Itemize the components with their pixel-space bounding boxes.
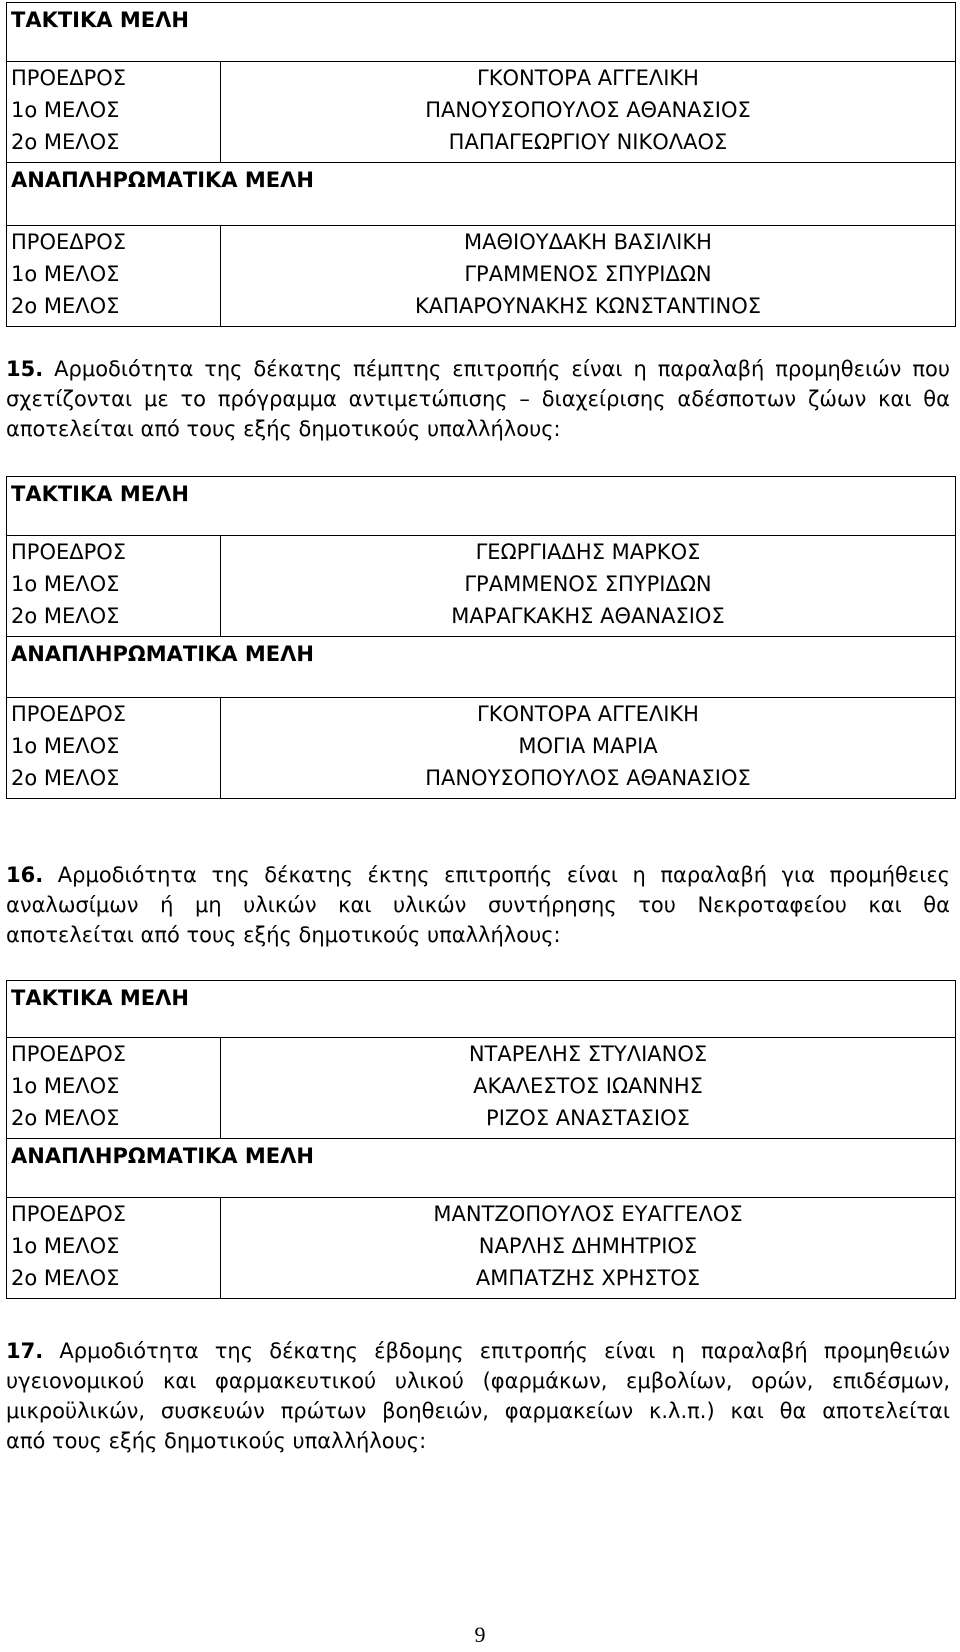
member-name: ΠΑΝΟΥΣΟΠΟΥΛΟΣ ΑΘΑΝΑΣΙΟΣ [425,98,751,122]
member-name: ΝΑΡΛΗΣ ΔΗΜΗΤΡΙΟΣ [478,1234,698,1258]
member-name: ΜΟΓΙΑ ΜΑΡΙΑ [518,734,658,758]
role-president: ΠΡΟΕΔΡΟΣ [11,540,127,564]
role-member-2: 2ο ΜΕΛΟΣ [11,604,120,628]
member-name: ΝΤΑΡΕΛΗΣ ΣΤΥΛΙΑΝΟΣ [468,1042,708,1066]
alternate-names-cell [221,1198,956,1299]
paragraph-number: 16. [6,863,44,887]
paragraph-15 [6,354,950,444]
role-member-2: 2ο ΜΕΛΟΣ [11,130,120,154]
role-member-2: 2ο ΜΕΛΟΣ [11,294,120,318]
committee-table-3 [6,980,956,1299]
regular-members-heading [7,477,956,536]
member-name: ΜΑΘΙΟΥΔΑΚΗ ΒΑΣΙΛΙΚΗ [464,230,712,254]
paragraph-line: αποτελείται από τους εξής δημοτικούς υπαλλήλους: [6,417,561,441]
role-president: ΠΡΟΕΔΡΟΣ [11,1202,127,1226]
alternate-members-label: ΑΝΑΠΛΗΡΩΜΑΤΙΚΑ ΜΕΛΗ [11,168,314,192]
member-name: ΡΙΖΟΣ ΑΝΑΣΤΑΣΙΟΣ [486,1106,690,1130]
paragraph-16 [6,860,950,950]
member-name: ΠΑΝΟΥΣΟΠΟΥΛΟΣ ΑΘΑΝΑΣΙΟΣ [425,766,751,790]
alternate-roles-cell [7,698,221,799]
paragraph-line: Αρμοδιότητα της δέκατης έβδομης επιτροπής είναι η παραλαβή προμηθειών [43,1339,950,1363]
regular-names-cell [221,62,956,163]
regular-roles-cell [7,1038,221,1139]
paragraph-line: σχετίζονται με το πρόγραμμα αντιμετώπισης – διαχείρισης αδέσποτων ζώων και θα [6,387,950,411]
page-number: 9 [474,1622,486,1647]
member-name: ΠΑΠΑΓΕΩΡΓΙΟΥ ΝΙΚΟΛΑΟΣ [448,130,728,154]
member-name: ΜΑΝΤΖΟΠΟΥΛΟΣ ΕΥΑΓΓΕΛΟΣ [433,1202,743,1226]
committee-table-2 [6,476,956,799]
role-member-2: 2ο ΜΕΛΟΣ [11,1266,120,1290]
alternate-members-heading [7,163,956,226]
alternate-names-cell [221,226,956,327]
member-name: ΓΚΟΝΤΟΡΑ ΑΓΓΕΛΙΚΗ [477,66,699,90]
member-name: ΑΚΑΛΕΣΤΟΣ ΙΩΑΝΝΗΣ [473,1074,703,1098]
alternate-members-heading [7,1139,956,1198]
regular-members-heading [7,3,956,62]
regular-roles-cell [7,62,221,163]
alternate-members-label: ΑΝΑΠΛΗΡΩΜΑΤΙΚΑ ΜΕΛΗ [11,1144,314,1168]
role-president: ΠΡΟΕΔΡΟΣ [11,702,127,726]
member-name: ΓΕΩΡΓΙΑΔΗΣ ΜΑΡΚΟΣ [475,540,701,564]
alternate-names-cell [221,698,956,799]
role-member-1: 1ο ΜΕΛΟΣ [11,262,120,286]
paragraph-line: Αρμοδιότητα της δέκατης πέμπτης επιτροπής είναι η παραλαβή προμηθειών που [43,357,950,381]
regular-roles-cell [7,536,221,637]
member-name: ΓΡΑΜΜΕΝΟΣ ΣΠΥΡΙΔΩΝ [464,262,712,286]
member-name: ΓΡΑΜΜΕΝΟΣ ΣΠΥΡΙΔΩΝ [464,572,712,596]
role-member-2: 2ο ΜΕΛΟΣ [11,766,120,790]
regular-members-label: ΤΑΚΤΙΚΑ ΜΕΛΗ [11,8,189,32]
paragraph-number: 15. [6,357,44,381]
paragraph-line: αναλωσίμων ή μη υλικών και υλικών συντήρησης του Νεκροταφείου και θα [6,893,950,917]
committee-table-1 [6,2,956,327]
alternate-roles-cell [7,226,221,327]
regular-members-heading [7,981,956,1038]
member-name: ΚΑΠΑΡΟΥΝΑΚΗΣ ΚΩΝΣΤΑΝΤΙΝΟΣ [414,294,762,318]
regular-members-label: ΤΑΚΤΙΚΑ ΜΕΛΗ [11,986,189,1010]
paragraph-line: από τους εξής δημοτικούς υπαλλήλους: [6,1429,427,1453]
role-member-1: 1ο ΜΕΛΟΣ [11,734,120,758]
member-name: ΑΜΠΑΤΖΗΣ ΧΡΗΣΤΟΣ [475,1266,701,1290]
regular-members-label: ΤΑΚΤΙΚΑ ΜΕΛΗ [11,482,189,506]
regular-names-cell [221,536,956,637]
regular-names-cell [221,1038,956,1139]
role-member-1: 1ο ΜΕΛΟΣ [11,1234,120,1258]
paragraph-line: αποτελείται από τους εξής δημοτικούς υπαλλήλους: [6,923,561,947]
member-name: ΓΚΟΝΤΟΡΑ ΑΓΓΕΛΙΚΗ [477,702,699,726]
paragraph-line: Αρμοδιότητα της δέκατης έκτης επιτροπής είναι η παραλαβή για προμήθειες [43,863,950,887]
role-president: ΠΡΟΕΔΡΟΣ [11,230,127,254]
paragraph-line: υγειονομικού και φαρμακευτικού υλικού (φαρμάκων, εμβολίων, ορών, επιδέσμων, [6,1369,950,1393]
role-president: ΠΡΟΕΔΡΟΣ [11,1042,127,1066]
role-president: ΠΡΟΕΔΡΟΣ [11,66,127,90]
member-name: ΜΑΡΑΓΚΑΚΗΣ ΑΘΑΝΑΣΙΟΣ [451,604,725,628]
role-member-1: 1ο ΜΕΛΟΣ [11,572,120,596]
paragraph-line: μικροϋλικών, συσκευών πρώτων βοηθειών, φαρμακείων κ.λ.π.) και θα αποτελείται [6,1399,950,1423]
paragraph-number: 17. [6,1339,44,1363]
role-member-1: 1ο ΜΕΛΟΣ [11,98,120,122]
alternate-members-label: ΑΝΑΠΛΗΡΩΜΑΤΙΚΑ ΜΕΛΗ [11,642,314,666]
paragraph-17 [6,1336,950,1456]
alternate-members-heading [7,637,956,698]
alternate-roles-cell [7,1198,221,1299]
role-member-1: 1ο ΜΕΛΟΣ [11,1074,120,1098]
role-member-2: 2ο ΜΕΛΟΣ [11,1106,120,1130]
